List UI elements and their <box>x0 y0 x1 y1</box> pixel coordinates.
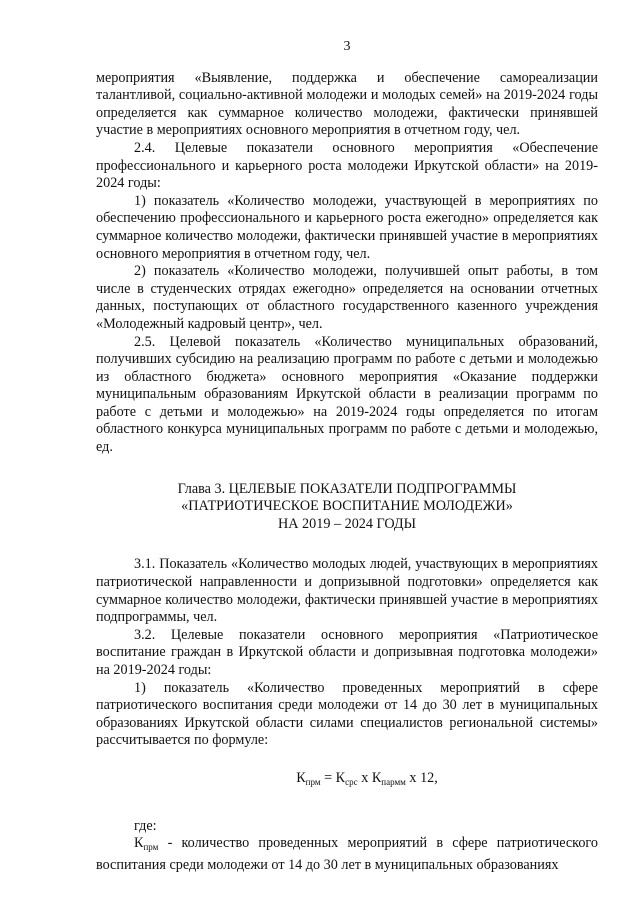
page-number: 3 <box>343 39 351 54</box>
paragraph-continuation: мероприятия «Выявление, поддержка и обеспечение самореализации талантливой, социально-активной молодежи и молодых семей» на 2019-2024 годы определяется как суммарное количество молодежи, фактически принявшей участие в мероприятиях основного мероприятия в отчетном году, чел. <box>96 69 598 139</box>
paragraph-3-2-item-1: 1) показатель «Количество проведенных мероприятий в сфере патриотического воспитания среди молодежи от 14 до 30 лет в муниципальных образованиях Иркутской области силами специалистов региональной системы» рассчитывается по формуле: <box>96 679 598 749</box>
paragraph-3-2: 3.2. Целевые показатели основного мероприятия «Патриотическое воспитание граждан в Иркутской области и допризывная подготовка молодежи» на 2019-2024 годы: <box>96 626 598 678</box>
formula-times: x <box>357 769 372 786</box>
chapter-heading-line-3: НА 2019 – 2024 ГОДЫ <box>278 515 416 532</box>
formula-k-3: К <box>371 769 382 786</box>
formula-equals: = <box>320 769 336 786</box>
formula-k-2: К <box>335 769 346 786</box>
formula-sub-parmm: пармм <box>381 776 406 787</box>
chapter-heading-line-1: Глава 3. ЦЕЛЕВЫЕ ПОКАЗАТЕЛИ ПОДПРОГРАММЫ <box>177 480 517 497</box>
definition-k-prm <box>96 835 598 874</box>
paragraph-2-5: 2.5. Целевой показатель «Количество муниципальных образований, получивших субсидию на реализацию программ по работе с детьми и молодежью из областного бюджета» основного мероприятия «Оказание поддержки муниципальным образованиям Иркутской области в реализации программ по работе с детьми и молодежью» на 2019-2024 годы определяется по итогам областного конкурса муниципальных программ по работе с детьми и молодежью, ед. <box>96 333 598 456</box>
paragraph-2-4-item-2: 2) показатель «Количество молодежи, получившей опыт работы, в том числе в студенческих отрядах ежегодно» определяется на основании отчетных данных, поступающих от областного государственного казенного учреждения «Молодежный кадровый центр», чел. <box>96 263 598 332</box>
where-label: где: <box>134 817 157 834</box>
paragraph-3-1: 3.1. Показатель «Количество молодых людей, участвующих в мероприятиях патриотической направленности и допризывной подготовки» определяется как суммарное количество молодежи, фактически принявшей участие в мероприятиях подпрограммы, чел. <box>96 556 598 626</box>
definition-text: - количество проведенных мероприятий в сфере патриотического воспитания среди молодежи от 14 до 30 лет в муниципальных образованиях <box>96 835 598 873</box>
formula-sub-prm: прм <box>305 776 321 787</box>
definition-sub: прм <box>143 842 159 853</box>
document-page <box>96 38 598 874</box>
paragraph-2-4: 2.4. Целевые показатели основного мероприятия «Обеспечение профессионального и карьерного роста молодежи Иркутской области» на 2019-2024 годы: <box>96 139 598 192</box>
chapter-heading-line-2: «ПАТРИОТИЧЕСКОЕ ВОСПИТАНИЕ МОЛОДЕЖИ» <box>181 498 513 515</box>
formula-k-1: К <box>296 769 306 786</box>
definition-k: К <box>134 835 144 852</box>
paragraph-2-4-item-1: 1) показатель «Количество молодежи, участвующей в мероприятиях по обеспечению профессионального и карьерного роста ежегодно» определяется как суммарное количество молодежи, фактически принявшей участие в мероприятиях основного мероприятия в отчетном году, чел. <box>96 192 598 262</box>
formula-tail: x 12, <box>405 769 438 786</box>
formula-sub-srs: срс <box>345 776 358 787</box>
chapter-heading <box>96 481 598 534</box>
formula <box>96 770 598 792</box>
